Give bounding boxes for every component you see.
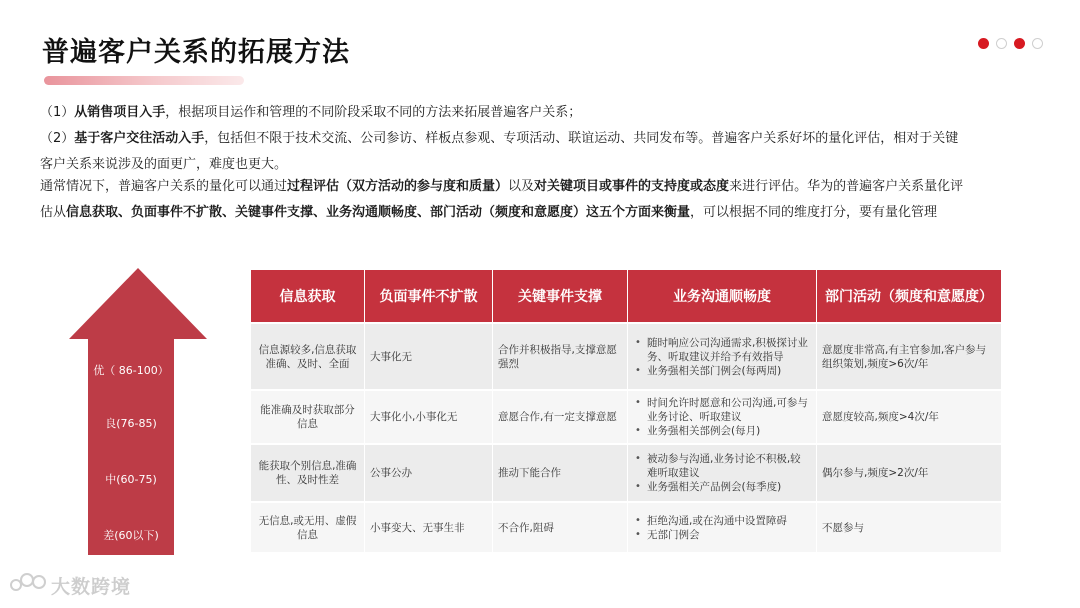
grade-excellent: 优（ 86-100）	[93, 364, 169, 377]
table-cell: 信息源较多,信息获取准确、及时、全面	[251, 324, 365, 389]
grade-medium: 中(60-75)	[105, 473, 157, 486]
table-cell: 意愿度较高,频度>4次/年	[822, 411, 939, 423]
pager-dot-3[interactable]	[1014, 38, 1025, 49]
header-key-event-support: 关键事件支撑	[493, 270, 628, 322]
watermark-logo-icon	[8, 571, 48, 599]
table-cell: 大事化无	[365, 324, 493, 389]
para3-t2: 以及	[508, 179, 535, 194]
table-cell: 意愿度非常高,有主官参加,客户参与组织策划,频度>6次/年	[822, 343, 987, 370]
table-cell	[628, 391, 817, 443]
table-cell: 能准确及时获取部分信息	[251, 391, 365, 443]
table-cell: 意愿合作,有一定支撑意愿	[493, 391, 628, 443]
pager-dot-1[interactable]	[978, 38, 989, 49]
list-item: • 时间允许时愿意和公司沟通,可参与业务讨论、听取建议	[633, 396, 811, 424]
paragraph-customer-activities	[40, 126, 1015, 178]
evaluation-table	[251, 270, 1001, 552]
slide-pager	[978, 38, 1043, 49]
paragraph-quantification	[40, 174, 1015, 226]
para2-bold: 基于客户交往活动入手	[74, 131, 205, 146]
header-department-activity: 部门活动（频度和意愿度）	[825, 289, 993, 305]
table-row	[251, 389, 1001, 443]
table-cell: 偶尔参与,频度>2次/年	[822, 467, 929, 479]
paragraph-sales-project	[40, 100, 1015, 126]
page-title: 普遍客户关系的拓展方法	[42, 37, 350, 68]
list-item: • 拒绝沟通,或在沟通中设置障碍	[633, 514, 787, 528]
grade-poor: 差(60以下)	[103, 529, 159, 542]
grade-good: 良(76-85)	[105, 417, 157, 430]
table-row	[251, 501, 1001, 552]
table-cell: 推动下能合作	[493, 445, 628, 501]
watermark	[8, 571, 131, 599]
para3-t4: 估从	[40, 205, 67, 220]
title-underline	[44, 76, 244, 85]
para2-prefix: （2）	[40, 131, 75, 146]
para2-rest1: ，包括但不限于技术交流、公司参访、样板点参观、专项活动、联谊运动、共同发布等。普遍客户关系好坏的量化评估，相对于关键	[204, 131, 959, 146]
table-cell: 公事公办	[365, 445, 493, 501]
list-item: • 业务强相关产品例会(每季度)	[633, 480, 811, 494]
header-communication: 业务沟通顺畅度	[628, 270, 817, 322]
table-cell: 不合作,阻碍	[493, 503, 628, 552]
table-cell: 合作并积极指导,支撑意愿强烈	[493, 324, 628, 389]
list-item: • 业务强相关部例会(每月)	[633, 424, 811, 438]
para1-prefix: （1）	[40, 105, 75, 120]
table-row	[251, 443, 1001, 501]
table-cell: 小事变大、无事生非	[365, 503, 493, 552]
para1-bold: 从销售项目入手	[74, 105, 166, 120]
header-info-acquisition: 信息获取	[251, 270, 365, 322]
header-negative-events: 负面事件不扩散	[365, 270, 493, 322]
list-item: • 无部门例会	[633, 528, 787, 542]
table-cell	[628, 503, 817, 552]
table-header	[251, 270, 1001, 322]
para1-rest: ，根据项目运作和管理的不同阶段采取不同的方法来拓展普遍客户关系；	[165, 105, 582, 120]
table-cell: 大事化小,小事化无	[365, 391, 493, 443]
para3-b2: 对关键项目或事件的支持度或态度	[534, 179, 730, 194]
table-cell: 能获取个别信息,准确性、及时性差	[251, 445, 365, 501]
table-cell: 无信息,或无用、虚假信息	[251, 503, 365, 552]
table-cell: 不愿参与	[822, 521, 864, 534]
list-item: • 随时响应公司沟通需求,积极探讨业务、听取建议并给予有效指导	[633, 336, 811, 364]
para3-t5: ，可以根据不同的维度打分，要有量化管理	[690, 205, 938, 220]
para3-t3: 来进行评估。华为的普遍客户关系量化评	[729, 179, 964, 194]
list-item: • 被动参与沟通,业务讨论不积极,较难听取建议	[633, 452, 811, 480]
pager-dot-4[interactable]	[1032, 38, 1043, 49]
table-cell	[628, 445, 817, 501]
list-item: • 业务强相关部门例会(每两周)	[633, 364, 811, 378]
para3-t1: 通常情况下，普遍客户关系的量化可以通过	[40, 179, 288, 194]
para3-b1: 过程评估（双方活动的参与度和质量）	[287, 179, 509, 194]
table-row	[251, 322, 1001, 389]
grade-arrow-head	[69, 268, 207, 339]
para3-b3: 信息获取、负面事件不扩散、关键事件支撑、业务沟通顺畅度、部门活动（频度和意愿度）这五个方面来衡量	[66, 205, 691, 220]
para2-rest2: 客户关系来说涉及的面更广，难度也更大。	[40, 157, 288, 172]
pager-dot-2[interactable]	[996, 38, 1007, 49]
table-cell	[628, 324, 817, 389]
watermark-text: 大数跨境	[51, 575, 132, 598]
